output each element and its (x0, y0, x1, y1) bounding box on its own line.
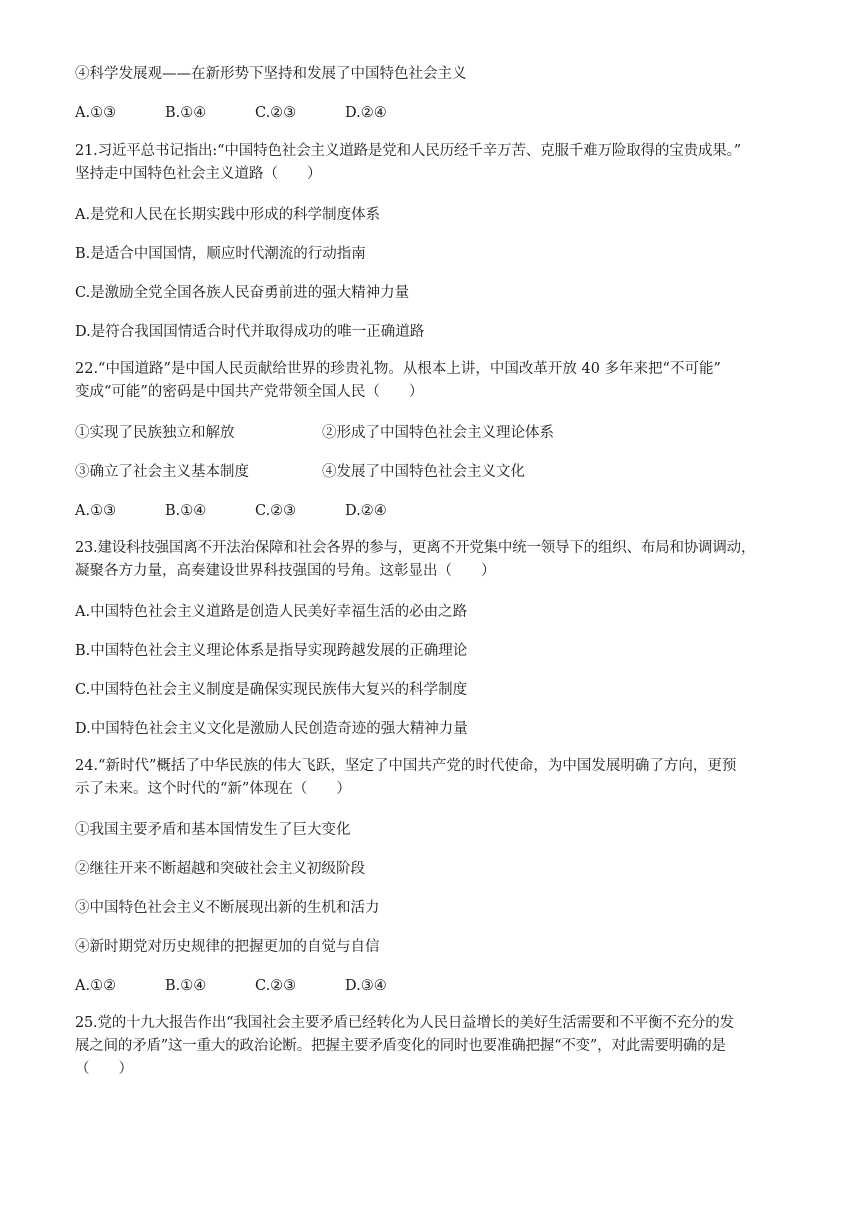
q23-choice-d: D.中国特色社会主义文化是激励人民创造奇迹的强大精神力量 (75, 721, 468, 737)
q22-item-4: ④发展了中国特色社会主义文化 (322, 464, 525, 480)
q20-option-d: D.②④ (345, 105, 387, 121)
q22-stem-line-2: 变成“可能”的密码是中国共产党带领全国人民（ ） (75, 384, 424, 400)
q22-item-3: ③确立了社会主义基本制度 (75, 464, 249, 480)
q24-option-d: D.③④ (345, 978, 387, 994)
q21-choice-a: A.是党和人民在长期实践中形成的科学制度体系 (75, 207, 381, 223)
question-25 (75, 1012, 787, 1081)
q20-option-c: C.②③ (255, 105, 297, 121)
q22-item-2: ②形成了中国特色社会主义理论体系 (322, 425, 554, 441)
q23-choice-a: A.中国特色社会主义道路是创造人民美好幸福生活的必由之路 (75, 604, 468, 620)
q22-options (75, 501, 787, 521)
q24-stem-line-2: 示了未来。这个时代的“新”体现在（ ） (75, 781, 351, 797)
q24-option-a: A.①② (75, 978, 117, 994)
q21-choice-c: C.是激励全党全国各族人民奋勇前进的强大精神力量 (75, 285, 410, 301)
q24-option-b: B.①④ (165, 978, 207, 994)
q24-item-3: ③中国特色社会主义不断展现出新的生机和活力 (75, 900, 380, 916)
q22-option-d: D.②④ (345, 503, 387, 519)
question-24 (75, 755, 787, 801)
q20-item-4: ④科学发展观——在新形势下坚持和发展了中国特色社会主义 (75, 66, 467, 82)
q21-choice-b: B.是适合中国国情，顺应时代潮流的行动指南 (75, 246, 366, 262)
q23-choice-b: B.中国特色社会主义理论体系是指导实现跨越发展的正确理论 (75, 643, 468, 659)
question-21 (75, 140, 787, 186)
q21-stem-line-2: 坚持走中国特色社会主义道路（ ） (75, 166, 322, 182)
q22-stem-line-1: 22.“中国道路”是中国人民贡献给世界的珍贵礼物。从根本上讲，中国改革开放 40 多年来把“不可能” (75, 361, 721, 377)
q23-choice-c: C.中国特色社会主义制度是确保实现民族伟大复兴的科学制度 (75, 682, 468, 698)
q20-option-a: A.①③ (75, 105, 117, 121)
q25-stem-line-2: 展之间的矛盾”这一重大的政治论断。把握主要矛盾变化的同时也要准确把握“不变”，对此需要明确的是 (75, 1038, 726, 1054)
q22-option-b: B.①④ (165, 503, 207, 519)
q24-options (75, 976, 787, 996)
q22-option-c: C.②③ (255, 503, 297, 519)
q21-stem-line-1: 21.习近平总书记指出:“中国特色社会主义道路是党和人民历经千辛万苦、克服千难万险取得的宝贵成果。” (75, 143, 742, 159)
q22-option-a: A.①③ (75, 503, 117, 519)
question-23 (75, 537, 787, 583)
q23-stem-line-2: 凝聚各方力量，高奏建设世界科技强国的号角。这彰显出（ ） (75, 563, 496, 579)
q22-items-row-1 (75, 423, 787, 443)
q20-options (75, 103, 787, 123)
q24-option-c: C.②③ (255, 978, 297, 994)
q21-choice-d: D.是符合我国国情适合时代并取得成功的唯一正确道路 (75, 324, 425, 340)
q25-stem-line-3: （ ） (75, 1061, 133, 1077)
q20-option-b: B.①④ (165, 105, 207, 121)
q25-stem-line-1: 25.党的十九大报告作出“我国社会主要矛盾已经转化为人民日益增长的美好生活需要和不平衡不充分的发 (75, 1015, 734, 1031)
question-22 (75, 358, 787, 404)
q23-stem-line-1: 23.建设科技强国离不开法治保障和社会各界的参与，更离不开党集中统一领导下的组织、布局和协调调动， (75, 540, 756, 556)
q24-item-4: ④新时期党对历史规律的把握更加的自觉与自信 (75, 939, 380, 955)
q22-item-1: ①实现了民族独立和解放 (75, 425, 235, 441)
exam-page (75, 64, 787, 1081)
q24-item-2: ②继往开来不断超越和突破社会主义初级阶段 (75, 861, 365, 877)
q24-stem-line-1: 24.“新时代”概括了中华民族的伟大飞跃，坚定了中国共产党的时代使命，为中国发展明确了方向，更预 (75, 758, 737, 774)
q22-items-row-2 (75, 462, 787, 482)
q24-item-1: ①我国主要矛盾和基本国情发生了巨大变化 (75, 822, 351, 838)
